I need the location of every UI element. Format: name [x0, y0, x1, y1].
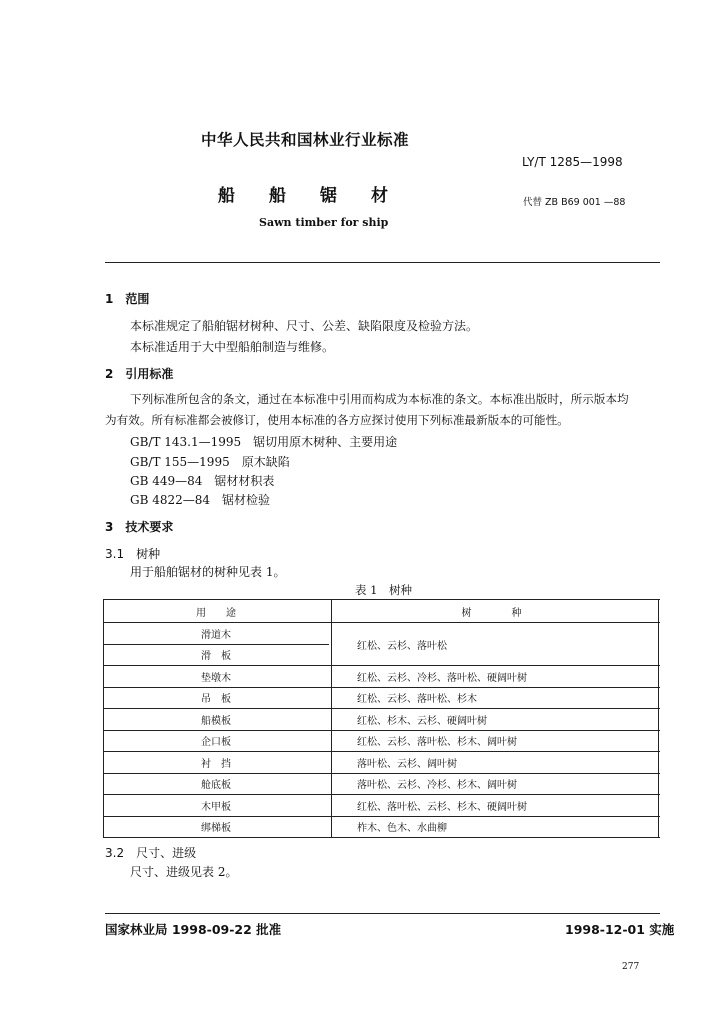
usage-cell: 滑 板: [103, 644, 329, 666]
implementation-line: 1998-12-01 实施: [565, 922, 675, 937]
replaces-standard: 代替 ZB B69 001 —88: [523, 197, 626, 208]
standard-number: LY/T 1285—1998: [522, 155, 623, 169]
usage-cell: 舱底板: [103, 773, 329, 795]
table-header-row: [103, 600, 660, 623]
reference-item: GB 4822—84 锯材检验: [130, 493, 271, 507]
header-divider: [105, 262, 660, 263]
usage-cell: 垫墩木: [103, 666, 329, 688]
org-title: 中华人民共和国林业行业标准: [201, 131, 410, 149]
usage-cell: 船模板: [103, 709, 329, 731]
section-2-paragraph-line-1: 下列标准所包含的条文，通过在本标准中引用而构成为本标准的条文。本标准出版时，所示版本均: [130, 392, 629, 406]
document-title: 船 船 锯 材: [218, 186, 388, 206]
species-cell: 红松、云杉、冷杉、落叶松、硬阔叶树: [329, 666, 660, 688]
section-3-heading: 3 技术要求: [105, 520, 174, 534]
approval-line: 国家林业局 1998-09-22 批准: [105, 922, 282, 937]
usage-cell: 滑道木: [103, 623, 329, 645]
reference-item: GB/T 155—1995 原木缺陷: [130, 455, 290, 469]
section-3-2-paragraph: 尺寸、进级见表 2。: [130, 865, 238, 879]
species-cell: 落叶松、云杉、阔叶树: [329, 752, 660, 774]
reference-item: GB/T 143.1—1995 锯切用原木树种、主要用途: [130, 435, 398, 449]
usage-cell: 衬 挡: [103, 752, 329, 774]
column-header-usage: 用 途: [103, 600, 329, 623]
section-3-1-paragraph: 用于船舶锯材的树种见表 1。: [130, 565, 286, 579]
table-row: [103, 709, 660, 731]
table-row: [103, 816, 660, 838]
table-row: [103, 623, 660, 645]
section-3-2-heading: 3.2 尺寸、进级: [105, 846, 197, 860]
table-row: [103, 752, 660, 774]
usage-cell: 绑梯板: [103, 816, 329, 838]
table-column-divider: [331, 599, 332, 837]
table-1-caption: 表 1 树种: [355, 583, 412, 597]
species-cell: 红松、云杉、落叶松、杉木: [329, 687, 660, 709]
section-1-paragraph-1: 本标准规定了船舶锯材树种、尺寸、公差、缺陷限度及检验方法。: [130, 319, 479, 333]
section-2-paragraph-line-2: 为有效。所有标准都会被修订，使用本标准的各方应探讨使用下列标准最新版本的可能性。: [105, 413, 569, 427]
footer-divider: [105, 913, 660, 914]
species-cell: 红松、云杉、落叶松、杉木、阔叶树: [329, 730, 660, 752]
species-table: [103, 599, 660, 838]
table-row: [103, 687, 660, 709]
column-header-species: 树 种: [329, 600, 660, 623]
section-1-heading: 1 范围: [105, 292, 150, 306]
species-cell: 落叶松、云杉、冷杉、杉木、阔叶树: [329, 773, 660, 795]
section-3-1-heading: 3.1 树种: [105, 547, 161, 561]
table-row: [103, 666, 660, 688]
usage-cell: 企口板: [103, 730, 329, 752]
usage-cell: 木甲板: [103, 795, 329, 817]
table-row: [103, 795, 660, 817]
reference-item: GB 449—84 锯材材积表: [130, 474, 275, 488]
section-2-heading: 2 引用标准: [105, 367, 174, 381]
page-number: 277: [622, 962, 640, 972]
species-cell: 红松、杉木、云杉、硬阔叶树: [329, 709, 660, 731]
usage-cell: 吊 板: [103, 687, 329, 709]
english-title: Sawn timber for ship: [259, 216, 389, 229]
species-cell: 柞木、色木、水曲柳: [329, 816, 660, 838]
table-row: [103, 773, 660, 795]
species-cell: 红松、落叶松、云杉、杉木、硬阔叶树: [329, 795, 660, 817]
table-row: [103, 730, 660, 752]
section-1-paragraph-2: 本标准适用于大中型船舶制造与维修。: [130, 340, 335, 354]
species-cell: 红松、云杉、落叶松: [329, 623, 660, 666]
